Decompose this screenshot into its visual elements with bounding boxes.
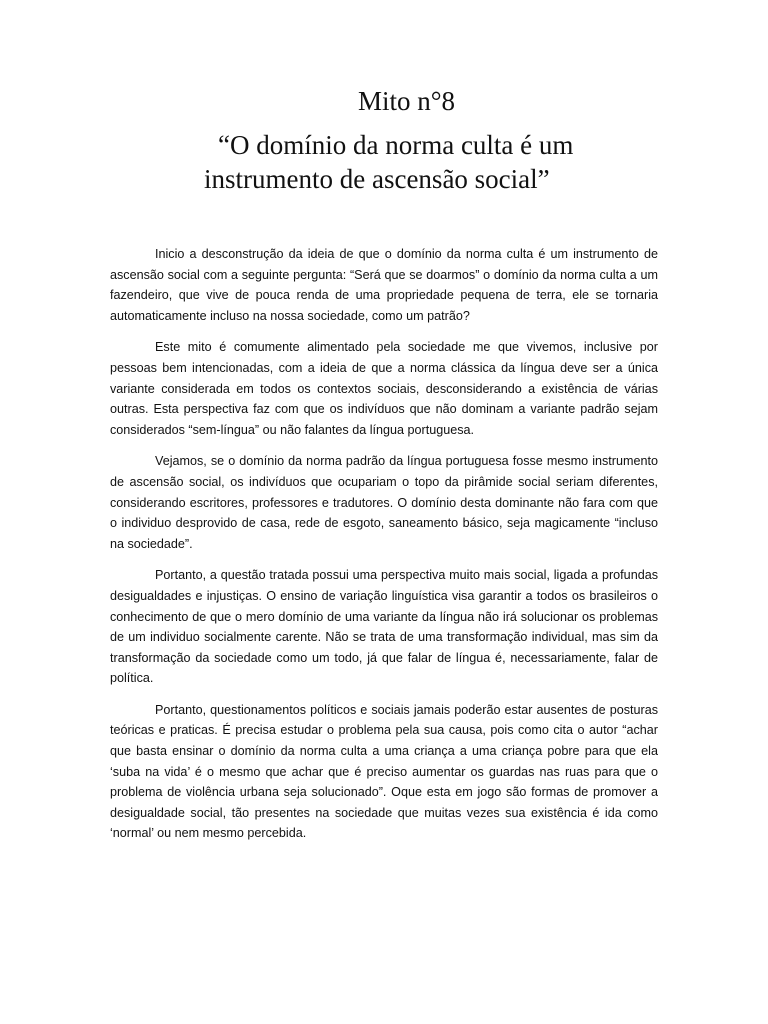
paragraph-1: Inicio a desconstrução da ideia de que o domínio da norma culta é um instrumento de ascensão social com a seguinte pergunta: “Será que se doarmos” o domínio da norma culta a um fazendeiro, que vive de pouca renda de uma propriedade pequena de terra, ele se tornaria automaticamente incluso na nossa sociedade, como um patrão?	[110, 247, 658, 323]
paragraph-5: Portanto, questionamentos políticos e sociais jamais poderão estar ausentes de posturas teóricas e praticas. É precisa estudar o problema pela sua causa, pois como cita o autor “achar que basta ensinar o domínio da norma culta a uma criança a uma criança pobre para que ela ‘suba na vida’ é o mesmo que achar que é preciso aumentar os guardas nas ruas para que o problema de violência urbana seja solucionado”. Oque esta em jogo são formas de promover a desigualdade social, tão presentes na sociedade que muitas vezes sua existência é ida como ‘normal’ ou nem mesmo percebida.	[110, 702, 658, 841]
body-text	[110, 244, 658, 855]
paragraph-2: Este mito é comumente alimentado pela sociedade me que vivemos, inclusive por pessoas bem intencionadas, com a ideia de que a norma clássica da língua deve ser a única variante considerada em todos os contextos sociais, desconsiderando a existência de várias outras. Esta perspectiva faz com que os indivíduos que não dominam a variante padrão sejam considerados “sem-língua” ou não falantes da língua portuguesa.	[110, 340, 658, 437]
paragraph-4: Portanto, a questão tratada possui uma perspectiva muito mais social, ligada a profundas desigualdades e injustiças. O ensino de variação linguística visa garantir a todos os brasileiros o conhecimento de que o mero domínio de uma variante da língua não irá solucionar os problemas de um individuo socialmente carente. Não se trata de uma transformação individual, mas sim da transformação da sociedade como um todo, já que falar de língua é, necessariamente, falar de política.	[110, 568, 658, 686]
title-line-1: Mito n°8	[358, 86, 456, 116]
paragraph-3: Vejamos, se o domínio da norma padrão da língua portuguesa fosse mesmo instrumento de ascensão social, os indivíduos que ocupariam o topo da pirâmide social seriam diferentes, considerando escritores, professores e tradutores. O domínio desta dominante não fara com que o individuo desprovido de casa, rede de esgoto, saneamento básico, seja magicamente “incluso na sociedade”.	[110, 454, 658, 551]
title-line-2: “O domínio da norma culta é um	[218, 130, 574, 160]
title-line-3: instrumento de ascensão social”	[204, 164, 550, 194]
page-title	[0, 84, 768, 196]
